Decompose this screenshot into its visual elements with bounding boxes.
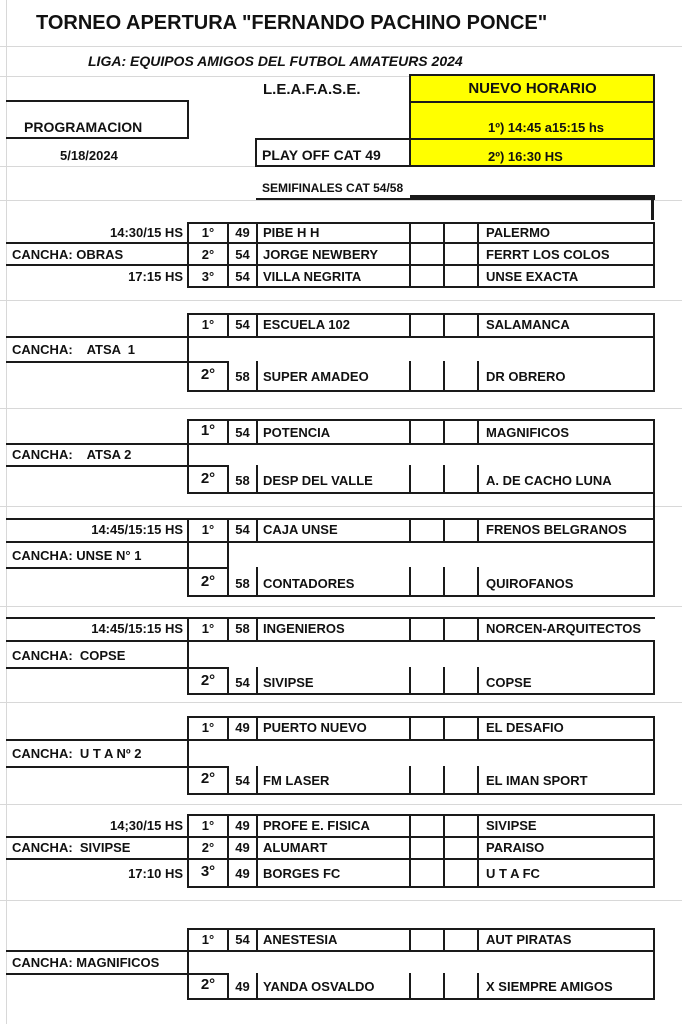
match-order: 2°: [200, 976, 216, 993]
block-7-time-1: 14;30/15 HS: [110, 818, 183, 833]
match-away-team: PARAISO: [486, 840, 545, 855]
match-order: 2°: [200, 470, 216, 487]
match-home-team: PUERTO NUEVO: [263, 720, 367, 735]
match-away-team: FERRT LOS COLOS: [486, 247, 610, 262]
block-4-cancha: CANCHA: UNSE N° 1: [12, 548, 142, 563]
match-order: 1°: [200, 422, 216, 439]
match-home-team: PIBE H H: [263, 225, 320, 240]
match-away-team: AUT PIRATAS: [486, 932, 572, 947]
block-7-cancha: CANCHA: SIVIPSE: [12, 840, 131, 855]
match-order: 1°: [201, 932, 215, 947]
new-schedule-title: NUEVO HORARIO: [468, 80, 597, 97]
match-category: 58: [235, 369, 250, 384]
match-home-team: BORGES FC: [263, 866, 341, 881]
match-category: 58: [235, 576, 250, 591]
match-category: 58: [235, 473, 250, 488]
match-home-team: JORGE NEWBERY: [263, 247, 379, 262]
block-5-cancha: CANCHA: COPSE: [12, 648, 126, 663]
block-7-time-2: 17:10 HS: [128, 866, 183, 881]
match-category: 49: [235, 225, 250, 240]
match-order: 3°: [201, 269, 215, 284]
match-away-team: PALERMO: [486, 225, 551, 240]
match-category: 49: [235, 720, 250, 735]
block-1-time-1: 14:30/15 HS: [110, 225, 183, 240]
date-label: 5/18/2024: [60, 148, 118, 163]
block-5-time-1: 14:45/15:15 HS: [91, 621, 183, 636]
match-order: 1°: [201, 720, 215, 735]
match-home-team: FM LASER: [263, 773, 330, 788]
match-category: 54: [235, 522, 250, 537]
match-home-team: ALUMART: [263, 840, 328, 855]
match-category: 54: [235, 247, 250, 262]
match-order: 1°: [201, 317, 215, 332]
match-home-team: POTENCIA: [263, 425, 331, 440]
match-order: 2°: [200, 366, 216, 383]
match-order: 1°: [201, 522, 215, 537]
match-category: 54: [235, 932, 250, 947]
league-name: LIGA: EQUIPOS AMIGOS DEL FUTBOL AMATEURS 2024: [88, 53, 463, 69]
schedule-slot-2: 2º) 16:30 HS: [488, 149, 563, 164]
match-order: 2°: [200, 672, 216, 689]
block-3-cancha: CANCHA: ATSA 2: [12, 447, 132, 462]
match-category: 49: [235, 840, 250, 855]
match-home-team: SIVIPSE: [263, 675, 314, 690]
match-home-team: PROFE E. FISICA: [263, 818, 370, 833]
match-home-team: SUPER AMADEO: [263, 369, 369, 384]
match-away-team: DR OBRERO: [486, 369, 566, 384]
semifinals-label: SEMIFINALES CAT 54/58: [262, 181, 404, 195]
match-order: 2°: [201, 840, 215, 855]
match-away-team: MAGNIFICOS: [486, 425, 570, 440]
match-away-team: EL DESAFIO: [486, 720, 564, 735]
match-category: 49: [235, 818, 250, 833]
match-away-team: SALAMANCA: [486, 317, 570, 332]
match-away-team: U T A FC: [486, 866, 540, 881]
block-1-cancha: CANCHA: OBRAS: [12, 247, 124, 262]
play-off-label: PLAY OFF CAT 49: [262, 147, 381, 163]
schedule-slot-1: 1º) 14:45 a15:15 hs: [488, 120, 605, 135]
match-home-team: VILLA NEGRITA: [263, 269, 362, 284]
match-category: 49: [235, 979, 250, 994]
match-category: 54: [235, 317, 250, 332]
match-away-team: FRENOS BELGRANOS: [486, 522, 627, 537]
block-8-cancha: CANCHA: MAGNIFICOS: [12, 955, 160, 970]
match-order: 2°: [201, 247, 215, 262]
match-home-team: ESCUELA 102: [263, 317, 350, 332]
match-home-team: DESP DEL VALLE: [263, 473, 373, 488]
match-away-team: NORCEN-ARQUITECTOS: [486, 621, 642, 636]
match-away-team: COPSE: [486, 675, 532, 690]
match-category: 49: [235, 866, 250, 881]
organization-acronym: L.E.A.F.A.S.E.: [263, 81, 361, 98]
page-title: TORNEO APERTURA "FERNANDO PACHINO PONCE": [36, 12, 548, 34]
match-category: 58: [235, 621, 250, 636]
match-category: 54: [235, 773, 250, 788]
block-1-time-2: 17:15 HS: [128, 269, 183, 284]
block-6-cancha: CANCHA: U T A Nº 2: [12, 746, 142, 761]
match-away-team: A. DE CACHO LUNA: [486, 473, 612, 488]
block-4-time-1: 14:45/15:15 HS: [91, 522, 183, 537]
match-away-team: EL IMAN SPORT: [486, 773, 588, 788]
match-order: 2°: [200, 573, 216, 590]
match-order: 1°: [201, 621, 215, 636]
match-home-team: ANESTESIA: [263, 932, 338, 947]
match-category: 54: [235, 425, 250, 440]
match-order: 1°: [201, 818, 215, 833]
match-home-team: CONTADORES: [263, 576, 355, 591]
match-order: 2°: [200, 770, 216, 787]
programacion-label: PROGRAMACION: [24, 119, 143, 135]
match-away-team: UNSE EXACTA: [486, 269, 579, 284]
match-category: 54: [235, 269, 250, 284]
match-home-team: INGENIEROS: [263, 621, 345, 636]
match-away-team: X SIEMPRE AMIGOS: [486, 979, 613, 994]
match-away-team: SIVIPSE: [486, 818, 537, 833]
match-home-team: CAJA UNSE: [263, 522, 338, 537]
match-away-team: QUIROFANOS: [486, 576, 574, 591]
block-2-cancha: CANCHA: ATSA 1: [12, 342, 136, 357]
match-order: 3°: [200, 863, 216, 880]
match-home-team: YANDA OSVALDO: [263, 979, 375, 994]
match-order: 1°: [201, 225, 215, 240]
match-category: 54: [235, 675, 250, 690]
